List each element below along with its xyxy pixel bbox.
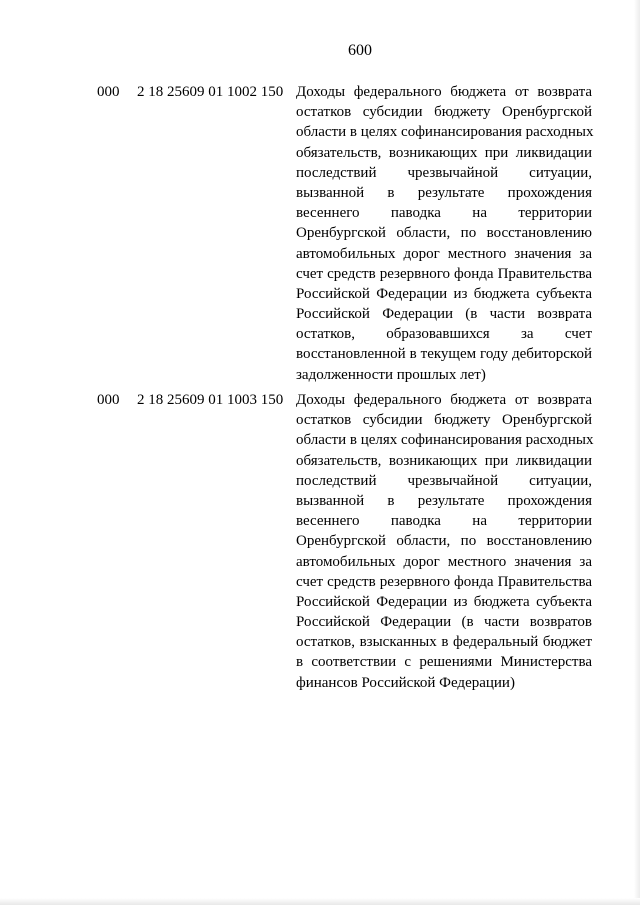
scan-edge-shadow [634,0,640,905]
description-line: остатков, образовавшихся за счет [296,326,592,343]
admin-code: 000 [97,392,120,408]
description-line: области в целях софинансирования расходных [296,124,594,141]
description-line: в соответствии с решениями Министерства [296,654,592,671]
description-line: Оренбургской области, по восстановлению [296,533,592,550]
scan-edge-shadow [0,898,640,905]
description-line: Доходы федерального бюджета от возврата [296,84,592,100]
description-line: автомобильных дорог местного значения за [296,245,592,262]
description-line: вызванной в результате прохождения [296,184,592,201]
description-line: автомобильных дорог местного значения за [296,553,592,570]
kbk-code: 2 18 25609 01 1002 150 [137,84,284,100]
description-line: Российской Федерации (в части возврата [296,306,592,323]
kbk-code: 2 18 25609 01 1003 150 [137,392,284,408]
description-line: остатков, взысканных в федеральный бюджет [296,634,592,651]
description-line: Оренбургской области, по восстановлению [296,225,592,242]
description-line: задолженности прошлых лет) [296,366,486,383]
description-line: весеннего паводка на территории [296,513,592,530]
description-line: Российской Федерации (в части возвратов [296,614,592,631]
description-line: обязательств, возникающих при ликвидации [296,144,592,161]
description-line: остатков субсидии бюджету Оренбургской [296,412,592,429]
description-line: обязательств, возникающих при ликвидации [296,452,592,469]
description-line: финансов Российской Федерации) [296,674,515,691]
page-number: 600 [348,42,372,59]
description-line: вызванной в результате прохождения [296,492,592,509]
description-line: остатков субсидии бюджету Оренбургской [296,104,592,121]
description-line: последствий чрезвычайной ситуации, [296,164,592,181]
entry-description [296,82,592,385]
description-line: счет средств резервного фонда Правительства [296,573,592,590]
description-line: Российской Федерации из бюджета субъекта [296,285,592,302]
description-line: Доходы федерального бюджета от возврата [296,392,592,408]
description-line: весеннего паводка на территории [296,205,592,222]
description-line: счет средств резервного фонда Правительства [296,265,592,282]
description-line: последствий чрезвычайной ситуации, [296,472,592,489]
admin-code: 000 [97,84,120,100]
entry-description [296,390,592,693]
description-line: восстановленной в текущем году дебиторской [296,346,592,363]
description-line: области в целях софинансирования расходных [296,432,594,449]
description-line: Российской Федерации из бюджета субъекта [296,593,592,610]
